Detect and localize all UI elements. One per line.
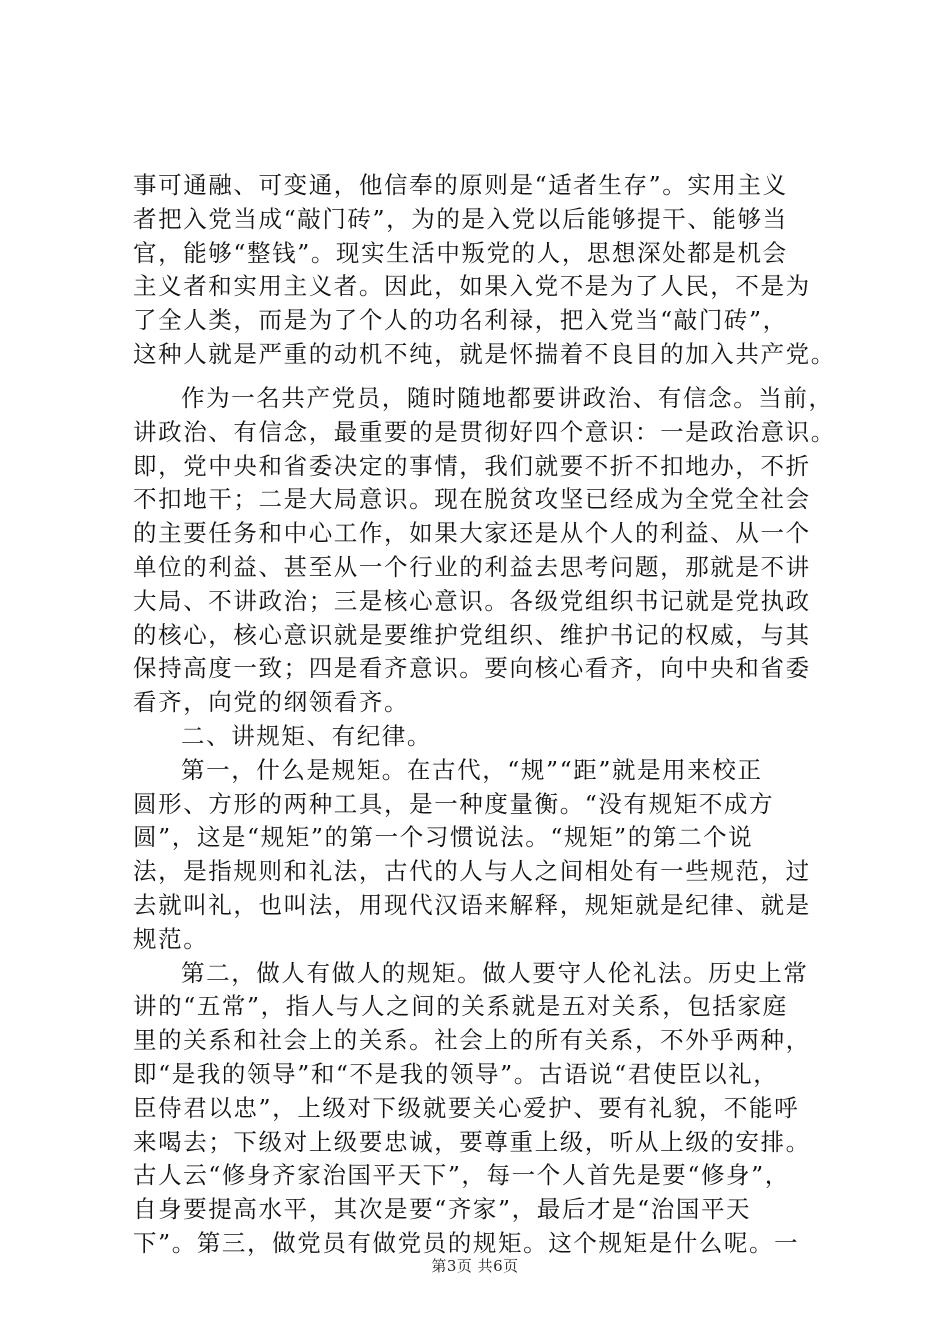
section-heading: 二、讲规矩、有纪律。	[181, 721, 432, 750]
text-line: 单位的利益、甚至从一个行业的利益去思考问题，那就是不讲	[133, 552, 811, 581]
text-line: 的核心，核心意识就是要维护党组织、维护书记的权威，与其	[133, 620, 811, 649]
text-line: 保持高度一致；四是看齐意识。要向核心看齐，向中央和省委	[133, 654, 811, 683]
text-line: 大局、不讲政治；三是核心意识。各级党组织书记就是党执政	[133, 586, 811, 615]
text-line: 臣侍君以忠”，上级对下级就要关心爱护、要有礼貌，不能呼	[133, 1093, 800, 1122]
text-line: 的主要任务和中心工作，如果大家还是从个人的利益、从一个	[133, 519, 811, 548]
text-line: 来喝去；下级对上级要忠诚，要尊重上级，听从上级的安排。	[133, 1127, 811, 1156]
text-line: 圆形、方形的两种工具，是一种度量衡。“没有规矩不成方	[133, 789, 775, 818]
text-line: 事可通融、可变通，他信奉的原则是“适者生存”。实用主义	[133, 171, 788, 199]
text-line: 这种人就是严重的动机不纯，就是怀揣着不良目的加入共产党。	[133, 339, 836, 368]
text-line: 讲的“五常”，指人与人之间的关系就是五对关系，包括家庭	[133, 992, 788, 1021]
paragraph-2	[133, 382, 853, 720]
text-line: 即“是我的领导”和“不是我的领导”。古语说“君使臣以礼，	[133, 1059, 779, 1088]
text-line: 法，是指规则和礼法，古代的人与人之间相处有一些规范，过	[133, 857, 811, 886]
text-line: 古人云“修身齐家治国平天下”，每一个人首先是要“修身”，	[133, 1161, 790, 1190]
text-line: 自身要提高水平，其次是要“齐家”，最后才是“治国平天	[133, 1195, 752, 1224]
paragraph-1	[133, 169, 853, 372]
text-line: 作为一名共产党员，随时随地都要讲政治、有信念。当前，	[181, 384, 834, 412]
text-line: 讲政治、有信念，最重要的是贯彻好四个意识：一是政治意识。	[133, 417, 836, 446]
text-line: 官，能够“整钱”。现实生活中叛党的人，思想深处都是机会	[133, 238, 788, 267]
page-number: 第3页 共6页	[431, 1257, 519, 1275]
text-line: 看齐，向党的纲领看齐。	[133, 688, 410, 717]
text-line: 即，党中央和省委决定的事情，我们就要不折不扣地办，不折	[133, 451, 811, 480]
text-line: 去就叫礼，也叫法，用现代汉语来解释，规矩就是纪律、就是	[133, 890, 811, 919]
text-line: 里的关系和社会上的关系。社会上的所有关系，不外乎两种，	[133, 1026, 811, 1055]
text-line: 主义者和实用主义者。因此，如果入党不是为了人民，不是为	[133, 272, 811, 301]
text-line: 圆”，这是“规矩”的第一个习惯说法。“规矩”的第二个说	[133, 823, 754, 852]
text-line: 规范。	[133, 924, 209, 953]
text-line: 不扣地干；二是大局意识。现在脱贫攻坚已经成为全党全社会	[133, 485, 811, 514]
page-footer	[0, 1255, 950, 1276]
text-line: 者把入党当成“敲门砖”，为的是入党以后能够提干、能够当	[133, 204, 788, 233]
text-line: 第二，做人有做人的规矩。做人要守人伦礼法。历史上常	[181, 958, 809, 987]
text-line: 下”。第三，做党员有做党员的规矩。这个规矩是什么呢。一	[133, 1228, 800, 1257]
paragraph-3	[133, 754, 853, 957]
text-line: 了全人类，而是为了个人的功名利禄，把入党当“敲门砖”，	[133, 306, 788, 335]
body-section	[133, 382, 853, 1261]
text-line: 第一，什么是规矩。在古代，“规”“距”就是用来校正	[181, 755, 763, 784]
paragraph-4	[133, 957, 853, 1261]
